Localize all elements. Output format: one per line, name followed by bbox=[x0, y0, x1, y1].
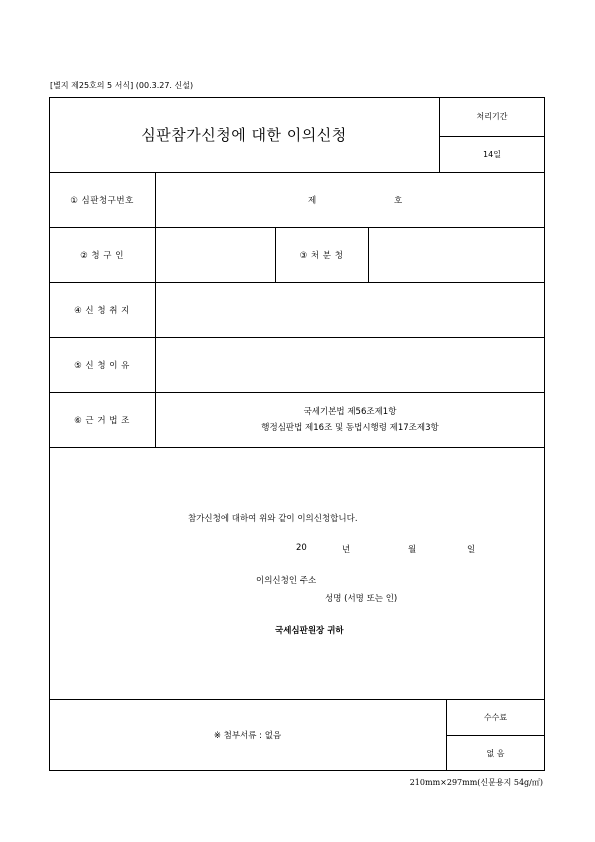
applicant-address-label: 이의신청인 주소 bbox=[256, 576, 317, 586]
fee-label: 수수료 bbox=[483, 712, 508, 722]
case-number-label: ① 심판청구번호 bbox=[70, 195, 134, 206]
form-title: 심판참가신청에 대한 이의신청 bbox=[141, 126, 347, 144]
legal-basis-line-2: 행정심판법 제16조 및 동법시행령 제17조제3항 bbox=[261, 423, 439, 433]
agency-field[interactable] bbox=[370, 229, 542, 280]
processing-period-value: 14일 bbox=[483, 149, 501, 159]
declaration-statement: 참가신청에 대하여 위와 같이 이의신청합니다. bbox=[188, 514, 358, 524]
legal-basis-label: ⑥ 근 거 법 조 bbox=[74, 415, 130, 426]
case-number-field[interactable] bbox=[325, 186, 385, 210]
applicant-name-label: 성명 (서명 또는 인) bbox=[325, 594, 398, 604]
claimant-field[interactable] bbox=[157, 229, 273, 280]
fee-value: 없 음 bbox=[486, 748, 505, 758]
attachments-note: ※ 첨부서류 : 없음 bbox=[213, 731, 282, 741]
date-year: 년 bbox=[342, 545, 351, 555]
purpose-label: ④ 신 청 취 지 bbox=[74, 305, 130, 316]
claimant-label: ② 청 구 인 bbox=[80, 250, 124, 261]
legal-basis-line-1: 국세기본법 제56조제1항 bbox=[303, 407, 397, 417]
paper-spec: 210mm×297mm(신문용지 54g/㎡) bbox=[409, 778, 543, 787]
date-month: 월 bbox=[408, 545, 417, 555]
case-number-prefix: 제 bbox=[308, 196, 317, 206]
date-prefix: 20 bbox=[296, 543, 307, 553]
purpose-field[interactable] bbox=[157, 284, 542, 335]
addressee: 국세심판원장 귀하 bbox=[275, 626, 344, 636]
processing-period-label: 처리기간 bbox=[476, 112, 508, 121]
reason-label: ⑤ 신 청 이 유 bbox=[74, 360, 130, 371]
form-number-note: [별지 제25호의 5 서식] (00.3.27. 신설) bbox=[50, 81, 194, 90]
divider bbox=[49, 447, 545, 448]
case-number-suffix: 호 bbox=[394, 196, 403, 206]
divider bbox=[368, 227, 369, 282]
reason-field[interactable] bbox=[157, 339, 542, 390]
agency-label: ③ 처 분 청 bbox=[299, 250, 344, 261]
date-day: 일 bbox=[467, 545, 476, 555]
